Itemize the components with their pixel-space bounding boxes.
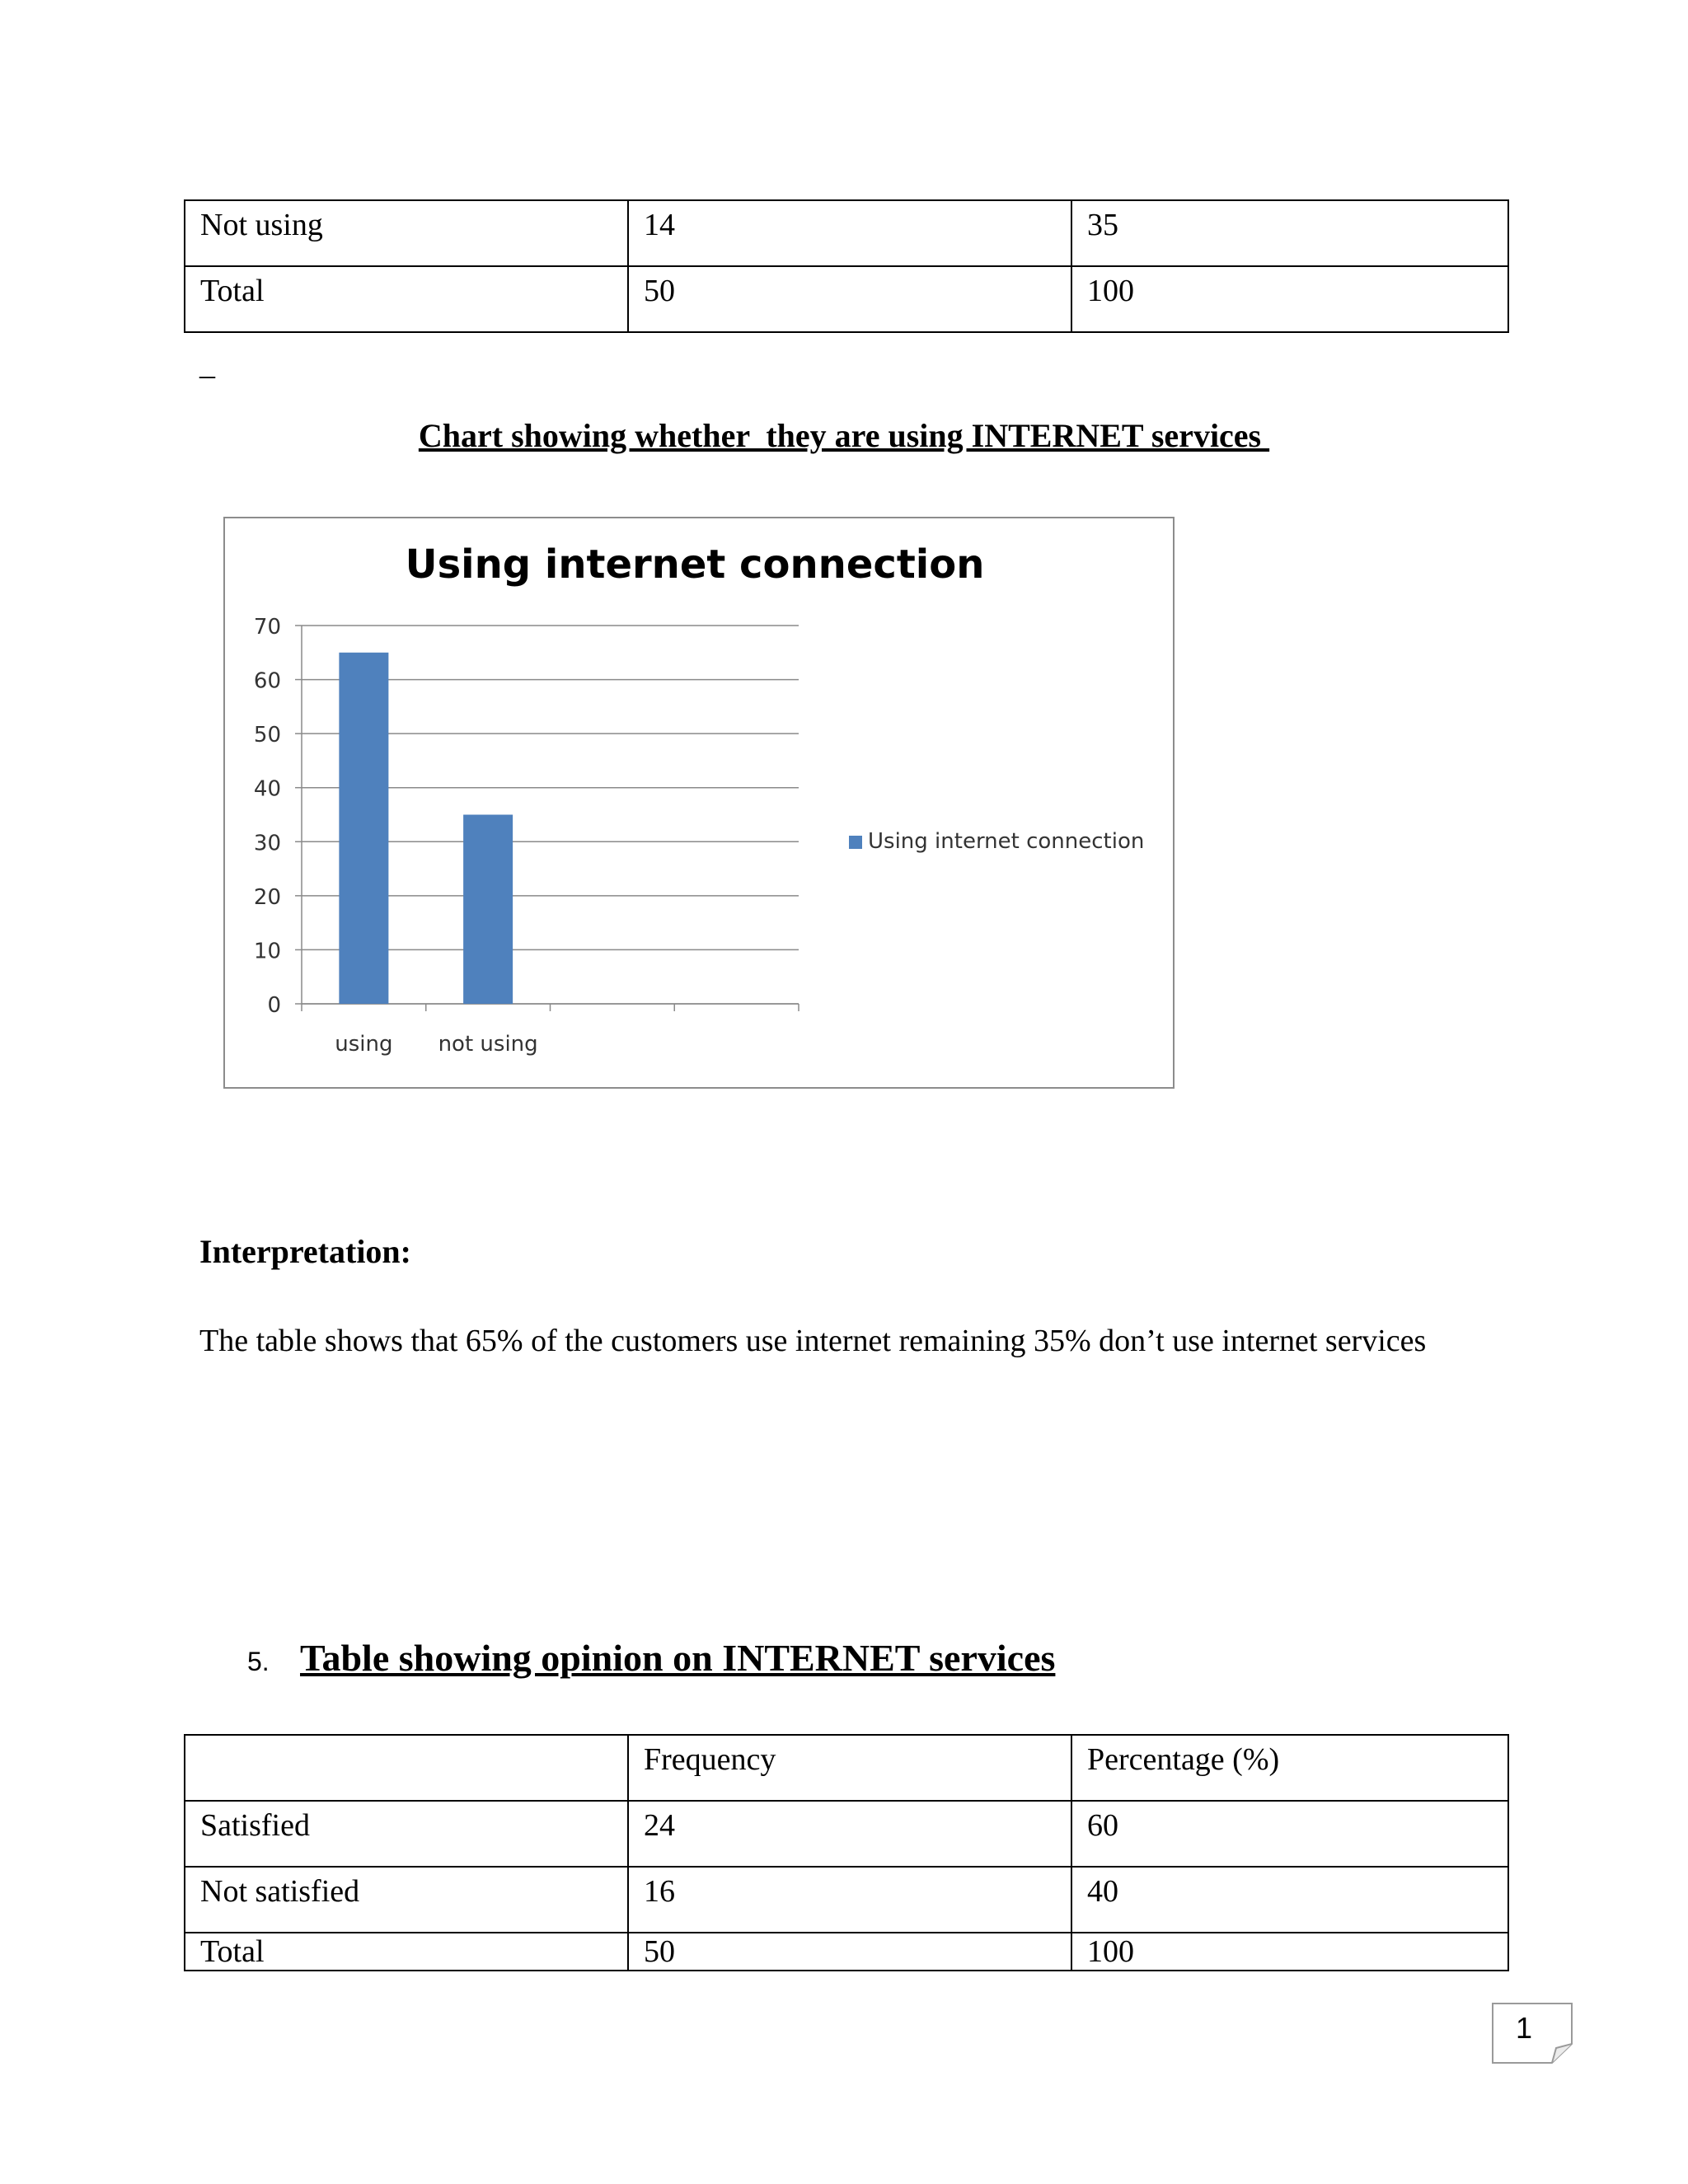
y-tick-label: 50: [253, 723, 281, 748]
section-title: Table showing opinion on INTERNET services: [300, 1637, 1056, 1679]
table-cell: 100: [1071, 1933, 1508, 1971]
section-heading: [247, 1636, 1055, 1680]
table-cell: Total: [185, 266, 628, 332]
chart-title: Using internet connection: [405, 541, 985, 588]
interpretation-title: Interpretation:: [199, 1233, 411, 1270]
table-cell: Not satisfied: [185, 1867, 628, 1933]
table-cell: 50: [628, 1933, 1071, 1971]
table-cell: 50: [628, 266, 1071, 332]
chart-frame: [223, 517, 1175, 1089]
table-header-cell: Percentage (%): [1071, 1735, 1508, 1801]
y-tick-label: 30: [253, 831, 281, 856]
table-cell: Total: [185, 1933, 628, 1971]
y-tick-label: 20: [253, 884, 281, 910]
page-number: 1: [1515, 2011, 1533, 2045]
table-usage-continued: [184, 199, 1509, 333]
y-tick-label: 0: [267, 993, 281, 1018]
table-row: [185, 1867, 1508, 1933]
table-opinion: [184, 1734, 1509, 1971]
table-row: [185, 1933, 1508, 1971]
table-row: [185, 266, 1508, 332]
y-tick-label: 10: [253, 939, 281, 964]
table-row: [185, 1801, 1508, 1867]
table-row: [185, 200, 1508, 266]
x-tick-label: not using: [438, 1032, 538, 1057]
y-tick-label: 60: [253, 668, 281, 694]
interpretation-text: The table shows that 65% of the customers use internet remaining 35% don’t use internet services: [199, 1324, 1427, 1358]
page-number-badge: [1492, 2003, 1573, 2064]
table-cell: 60: [1071, 1801, 1508, 1867]
dash-mark: _: [199, 347, 215, 382]
bar-chart: [225, 518, 1176, 1090]
section-number: 5.: [247, 1647, 270, 1676]
table-cell: 35: [1071, 200, 1508, 266]
legend-label: Using internet connection: [868, 829, 1145, 854]
table-header-row: [185, 1735, 1508, 1801]
table-cell: 100: [1071, 266, 1508, 332]
table-cell: Satisfied: [185, 1801, 628, 1867]
table-cell: Not using: [185, 200, 628, 266]
x-tick-label: using: [335, 1032, 393, 1057]
table-cell: 14: [628, 200, 1071, 266]
bar-not-using: [463, 815, 513, 1005]
table-cell: 40: [1071, 1867, 1508, 1933]
table-header-cell: [185, 1735, 628, 1801]
table-cell: 16: [628, 1867, 1071, 1933]
y-tick-label: 40: [253, 776, 281, 802]
table-cell: 24: [628, 1801, 1071, 1867]
table-header-cell: Frequency: [628, 1735, 1071, 1801]
bar-using: [339, 653, 388, 1004]
chart-heading: Chart showing whether they are using INTERNET services: [418, 417, 1270, 454]
legend-swatch: [849, 836, 862, 849]
y-tick-label: 70: [253, 615, 281, 640]
